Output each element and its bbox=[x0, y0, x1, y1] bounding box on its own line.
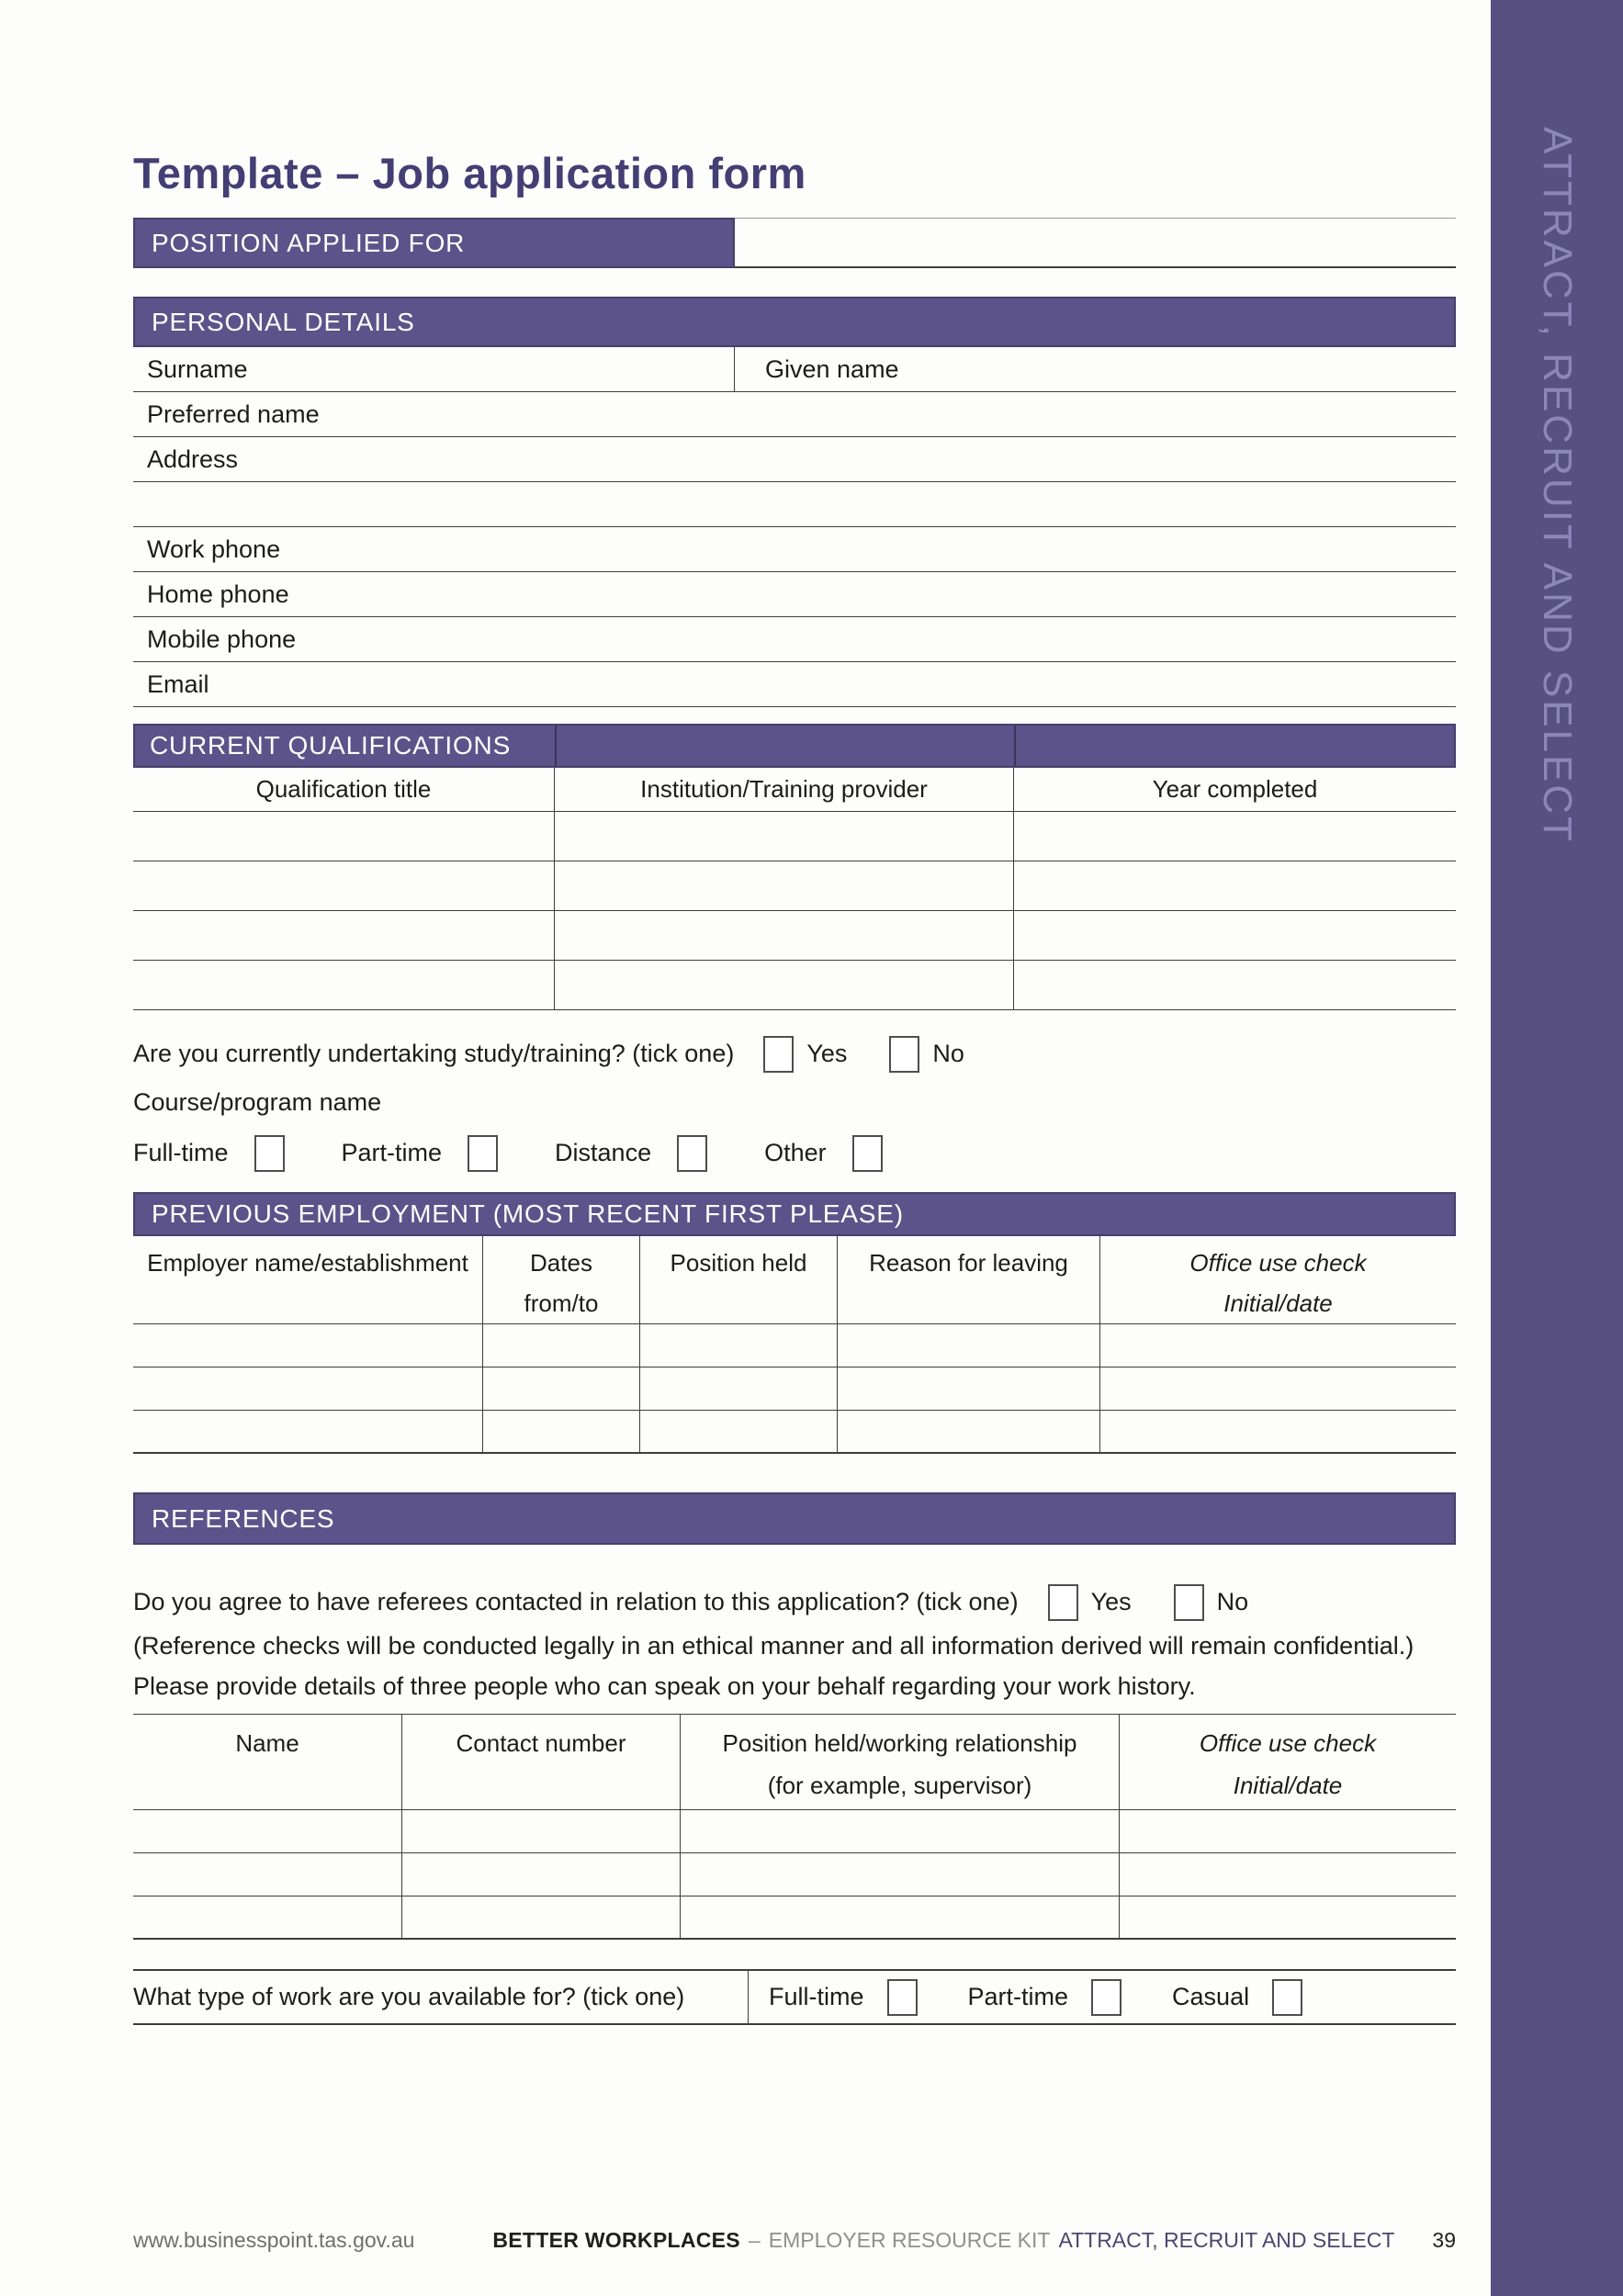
checkbox-work-casual[interactable] bbox=[1272, 1979, 1302, 2016]
qualification-title-cell[interactable] bbox=[133, 961, 555, 1009]
checkbox-work-part-time[interactable] bbox=[1091, 1979, 1121, 2016]
referee-name-cell[interactable] bbox=[133, 1853, 402, 1896]
institution-cell[interactable] bbox=[555, 812, 1014, 861]
working-relationship-cell[interactable] bbox=[681, 1810, 1120, 1852]
mobile-phone-input-area[interactable] bbox=[133, 617, 1456, 662]
dates-header-line1: Dates bbox=[530, 1249, 592, 1277]
office-use-cell[interactable] bbox=[1120, 1853, 1456, 1896]
institution-column-header: Institution/Training provider bbox=[555, 768, 1014, 811]
working-relationship-column-header bbox=[681, 1715, 1120, 1809]
footer-kit-suffix: EMPLOYER RESOURCE KIT bbox=[768, 2228, 1051, 2252]
study-no-label: No bbox=[932, 1040, 964, 1067]
reason-for-leaving-cell[interactable] bbox=[838, 1367, 1100, 1410]
checkbox-study-other[interactable] bbox=[852, 1135, 883, 1172]
contact-number-cell[interactable] bbox=[402, 1810, 681, 1852]
employment-table-row bbox=[133, 1324, 1456, 1367]
referees-yes-label: Yes bbox=[1090, 1588, 1132, 1615]
office-use-cell[interactable] bbox=[1120, 1896, 1456, 1938]
office-use-cell[interactable] bbox=[1100, 1411, 1456, 1452]
qualification-title-cell[interactable] bbox=[133, 812, 555, 861]
email-label: Email bbox=[147, 670, 209, 698]
working-relationship-cell[interactable] bbox=[681, 1853, 1120, 1896]
side-tab-band bbox=[1491, 0, 1623, 2296]
form-content bbox=[133, 0, 1456, 2025]
position-held-column-header bbox=[640, 1236, 838, 1323]
given-name-label: Given name bbox=[765, 355, 899, 383]
distance-study-label: Distance bbox=[555, 1139, 652, 1166]
qualification-title-column-header: Qualification title bbox=[133, 768, 555, 811]
work-type-row bbox=[133, 1969, 1456, 2025]
references-table-row bbox=[133, 1896, 1456, 1940]
footer-kit-line bbox=[492, 2228, 1456, 2253]
dates-cell[interactable] bbox=[483, 1367, 640, 1410]
referees-agree-question: Do you agree to have referees contacted in relation to this application? (tick one) bbox=[133, 1588, 1019, 1615]
position-applied-row bbox=[133, 218, 1456, 268]
employer-name-cell[interactable] bbox=[133, 1411, 483, 1452]
personal-details-header-bar: PERSONAL DETAILS bbox=[133, 297, 1456, 347]
office-use-header-line1: Office use check bbox=[1199, 1729, 1377, 1757]
address-input-area-line2[interactable] bbox=[133, 482, 1456, 527]
page-footer bbox=[133, 2228, 1456, 2253]
footer-website-url: www.businesspoint.tas.gov.au bbox=[133, 2228, 415, 2252]
part-time-study-label: Part-time bbox=[341, 1139, 443, 1166]
office-use-header-line1: Office use check bbox=[1189, 1249, 1367, 1277]
office-use-cell[interactable] bbox=[1120, 1810, 1456, 1852]
dates-header-line2: from/to bbox=[524, 1289, 599, 1317]
position-held-header-text: Position held bbox=[670, 1249, 807, 1277]
position-held-cell[interactable] bbox=[640, 1324, 838, 1367]
preferred-name-label: Preferred name bbox=[147, 400, 320, 428]
contact-number-column-header bbox=[402, 1715, 681, 1809]
employment-table-row bbox=[133, 1411, 1456, 1454]
qualifications-bar-segment bbox=[1014, 726, 1454, 766]
footer-kit-name: BETTER WORKPLACES bbox=[492, 2228, 740, 2252]
contact-number-cell[interactable] bbox=[402, 1853, 681, 1896]
checkbox-study-no[interactable] bbox=[889, 1036, 919, 1073]
qualifications-table-row bbox=[133, 911, 1456, 961]
referees-no-label: No bbox=[1216, 1588, 1249, 1615]
surname-input-area[interactable] bbox=[133, 347, 735, 391]
position-held-cell[interactable] bbox=[640, 1367, 838, 1410]
office-use-cell[interactable] bbox=[1100, 1367, 1456, 1410]
checkbox-work-full-time[interactable] bbox=[887, 1979, 918, 2016]
dates-cell[interactable] bbox=[483, 1411, 640, 1452]
position-held-cell[interactable] bbox=[640, 1411, 838, 1452]
study-yes-label: Yes bbox=[806, 1040, 848, 1067]
office-use-header-line2: Initial/date bbox=[1233, 1772, 1343, 1799]
year-completed-cell[interactable] bbox=[1014, 812, 1456, 861]
study-mode-line bbox=[133, 1132, 1456, 1174]
page-title: Template – Job application form bbox=[133, 149, 806, 197]
full-time-study-label: Full-time bbox=[133, 1139, 229, 1166]
footer-page-number: 39 bbox=[1432, 2228, 1456, 2252]
checkbox-referees-no[interactable] bbox=[1174, 1584, 1204, 1621]
given-name-input-area[interactable] bbox=[735, 347, 1456, 391]
checkbox-referees-yes[interactable] bbox=[1048, 1584, 1078, 1621]
checkbox-study-full-time[interactable] bbox=[254, 1135, 285, 1172]
other-study-label: Other bbox=[764, 1139, 827, 1166]
study-question-label: Are you currently undertaking study/training? (tick one) bbox=[133, 1040, 735, 1067]
referee-name-column-header bbox=[133, 1715, 402, 1809]
reason-for-leaving-column-header bbox=[838, 1236, 1100, 1323]
references-table-row bbox=[133, 1810, 1456, 1853]
qualification-title-cell[interactable] bbox=[133, 911, 555, 960]
full-time-work-label: Full-time bbox=[769, 1983, 864, 2010]
referee-name-cell[interactable] bbox=[133, 1896, 402, 1938]
contact-number-cell[interactable] bbox=[402, 1896, 681, 1938]
institution-cell[interactable] bbox=[555, 861, 1014, 910]
work-phone-input-area[interactable] bbox=[133, 527, 1456, 572]
qualification-title-cell[interactable] bbox=[133, 861, 555, 910]
home-phone-input-area[interactable] bbox=[133, 572, 1456, 617]
study-question-line bbox=[133, 1033, 1456, 1075]
email-input-area[interactable] bbox=[133, 662, 1456, 707]
casual-work-label: Casual bbox=[1172, 1983, 1250, 2010]
year-completed-column-header: Year completed bbox=[1152, 775, 1318, 803]
current-qualifications-header-bar bbox=[133, 724, 1456, 768]
footer-kit-section: ATTRACT, RECRUIT AND SELECT bbox=[1058, 2228, 1395, 2252]
course-program-label: Course/program name bbox=[133, 1087, 382, 1116]
address-label: Address bbox=[147, 445, 239, 473]
reference-checks-note: (Reference checks will be conducted legally in an ethical manner and all information derived will remain confidential.) bbox=[133, 1631, 1414, 1660]
course-program-input-area[interactable] bbox=[133, 1088, 1456, 1116]
checkbox-study-distance[interactable] bbox=[677, 1135, 707, 1172]
employer-name-cell[interactable] bbox=[133, 1324, 483, 1367]
qualifications-table-row bbox=[133, 812, 1456, 861]
side-tab-vertical-label: ATTRACT, RECRUIT AND SELECT bbox=[1535, 127, 1580, 845]
contact-number-header-text: Contact number bbox=[456, 1729, 626, 1757]
year-completed-cell[interactable] bbox=[1014, 961, 1456, 1009]
references-table-row bbox=[133, 1853, 1456, 1896]
reason-for-leaving-header-text: Reason for leaving bbox=[869, 1249, 1068, 1277]
employer-name-column-header bbox=[133, 1236, 483, 1323]
part-time-work-label: Part-time bbox=[967, 1983, 1069, 2010]
previous-employment-header-bar: PREVIOUS EMPLOYMENT (MOST RECENT FIRST PLEASE) bbox=[133, 1192, 1456, 1236]
checkbox-study-yes[interactable] bbox=[763, 1036, 794, 1073]
working-relationship-cell[interactable] bbox=[681, 1896, 1120, 1938]
employer-name-header-text: Employer name/establishment bbox=[147, 1249, 468, 1277]
home-phone-label: Home phone bbox=[147, 580, 289, 608]
institution-cell[interactable] bbox=[555, 961, 1014, 1009]
office-use-column-header bbox=[1120, 1715, 1456, 1809]
working-relationship-header-line2: (for example, supervisor) bbox=[767, 1772, 1032, 1799]
employment-table-row bbox=[133, 1367, 1456, 1411]
dates-column-header bbox=[483, 1236, 640, 1323]
footer-separator: – bbox=[748, 2228, 761, 2252]
position-applied-header-bar: POSITION APPLIED FOR bbox=[133, 218, 735, 268]
references-header-bar: REFERENCES bbox=[133, 1492, 1456, 1545]
work-phone-label: Work phone bbox=[147, 535, 281, 563]
reason-for-leaving-cell[interactable] bbox=[838, 1324, 1100, 1367]
work-type-question: What type of work are you available for? (tick one) bbox=[133, 1971, 749, 2023]
position-applied-input-area[interactable] bbox=[735, 218, 1456, 268]
year-completed-cell[interactable] bbox=[1014, 861, 1456, 910]
office-use-cell[interactable] bbox=[1100, 1324, 1456, 1367]
mobile-phone-label: Mobile phone bbox=[147, 625, 297, 653]
address-input-area[interactable] bbox=[133, 437, 1456, 482]
qualifications-table-row bbox=[133, 961, 1456, 1010]
qualifications-table-header bbox=[133, 768, 1456, 812]
references-table-header bbox=[133, 1714, 1456, 1810]
provide-details-note: Please provide details of three people who can speak on your behalf regarding your work history. bbox=[133, 1671, 1196, 1700]
office-use-column-header bbox=[1100, 1236, 1456, 1323]
year-completed-cell[interactable] bbox=[1014, 911, 1456, 960]
name-row bbox=[133, 347, 1456, 392]
office-use-header-line2: Initial/date bbox=[1223, 1289, 1333, 1317]
checkbox-study-part-time[interactable] bbox=[468, 1135, 498, 1172]
referee-name-cell[interactable] bbox=[133, 1810, 402, 1852]
current-qualifications-header-label: CURRENT QUALIFICATIONS bbox=[150, 731, 512, 760]
qualifications-table-row bbox=[133, 861, 1456, 911]
dates-cell[interactable] bbox=[483, 1324, 640, 1367]
referees-agree-line bbox=[133, 1581, 1456, 1623]
referee-name-header-text: Name bbox=[235, 1729, 299, 1757]
qualifications-bar-segment bbox=[555, 726, 1014, 766]
institution-cell[interactable] bbox=[555, 911, 1014, 960]
surname-label: Surname bbox=[147, 355, 248, 383]
preferred-name-input-area[interactable] bbox=[133, 392, 1456, 437]
employment-table-header bbox=[133, 1236, 1456, 1324]
work-type-options bbox=[749, 1971, 1456, 2023]
working-relationship-header-line1: Position held/working relationship bbox=[722, 1729, 1077, 1757]
employer-name-cell[interactable] bbox=[133, 1367, 483, 1410]
reason-for-leaving-cell[interactable] bbox=[838, 1411, 1100, 1452]
